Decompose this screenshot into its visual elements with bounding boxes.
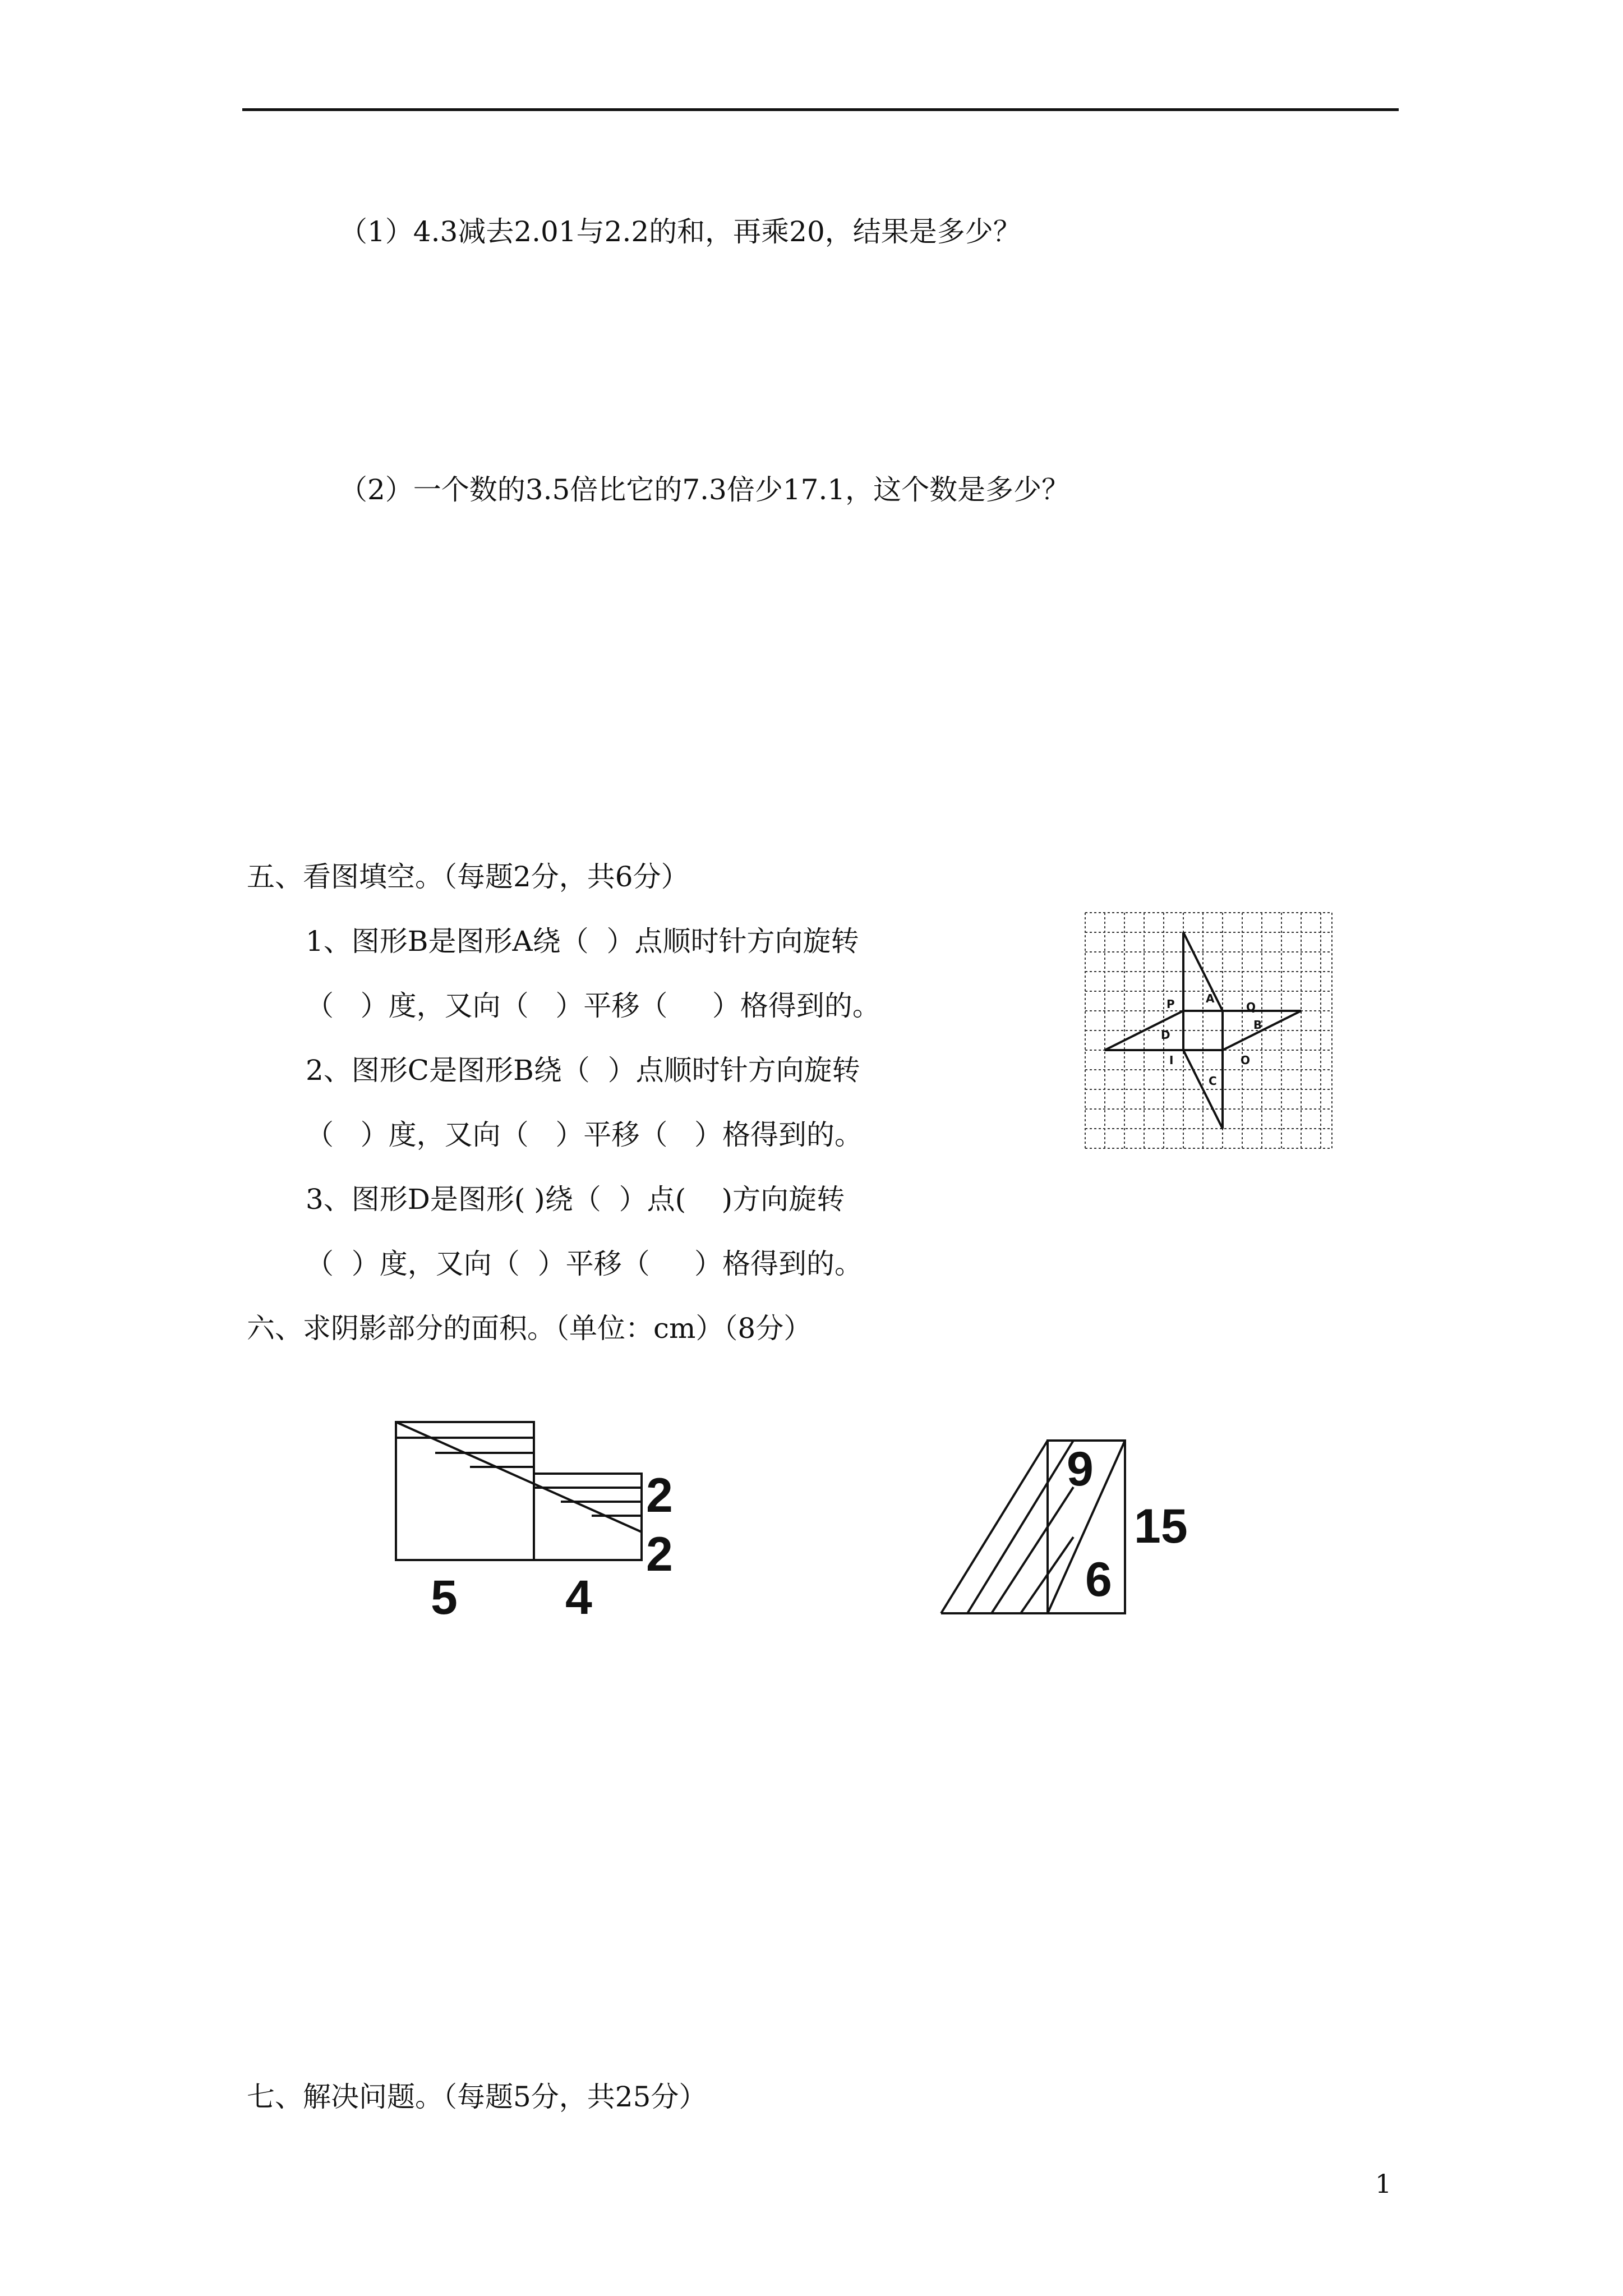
page-number: 1 [1375,2169,1392,2199]
grid-lines [1085,913,1332,1148]
grid-label-p: P [1166,997,1175,1011]
grid-label-c: C [1209,1074,1217,1088]
shaded-area-figure-1 [387,1411,701,1624]
grid-label-d: D [1161,1028,1170,1042]
grid-label-b: B [1253,1018,1262,1032]
grid-label-a: A [1206,992,1215,1005]
rotation-grid-figure [1082,910,1340,1151]
fig2-label-bottom: 6 [1085,1553,1112,1607]
fig2-label-top: 9 [1067,1442,1094,1496]
fig1-label-bottom-right: 2 [646,1527,673,1581]
fig1-label-left-width: 5 [431,1571,458,1624]
fig1-label-right-width: 4 [565,1571,592,1624]
section-5-line-2: （ ）度，又向（ ）平移（ ）格得到的。 [306,990,880,1022]
header-rule [242,108,1399,111]
grid-label-q: Q [1246,1000,1256,1014]
large-square [396,1422,534,1560]
section-5-line-6: （ ）度，又向（ ）平移（ ）格得到的。 [306,1248,863,1280]
section-6-title: 六、求阴影部分的面积。（单位：cm）（8分） [247,1312,812,1345]
section-7-title: 七、解决问题。（每题5分，共25分） [247,2081,707,2113]
question-4-2: （2）一个数的3.5倍比它的7.3倍少17.1，这个数是多少？ [339,473,1070,506]
section-5-line-4: （ ）度，又向（ ）平移（ ）格得到的。 [306,1119,863,1151]
grid-label-o: O [1241,1053,1251,1067]
fig1-label-top-right: 2 [646,1469,673,1522]
shaded-area-figure-2 [937,1428,1234,1618]
section-5-line-3: 2、图形C是图形B绕（ ）点顺时针方向旋转 [306,1054,860,1087]
grid-label-i: I [1169,1053,1174,1067]
left-slant [941,1441,1048,1613]
section-5-title: 五、看图填空。（每题2分，共6分） [247,861,689,893]
fig2-label-height: 15 [1134,1499,1188,1553]
section-5-line-1: 1、图形B是图形A绕（ ）点顺时针方向旋转 [306,925,859,958]
question-4-1: （1）4.3减去2.01与2.2的和，再乘20，结果是多少？ [339,215,1021,248]
section-5-line-5: 3、图形D是图形( )绕（ ）点( )方向旋转 [306,1183,845,1216]
